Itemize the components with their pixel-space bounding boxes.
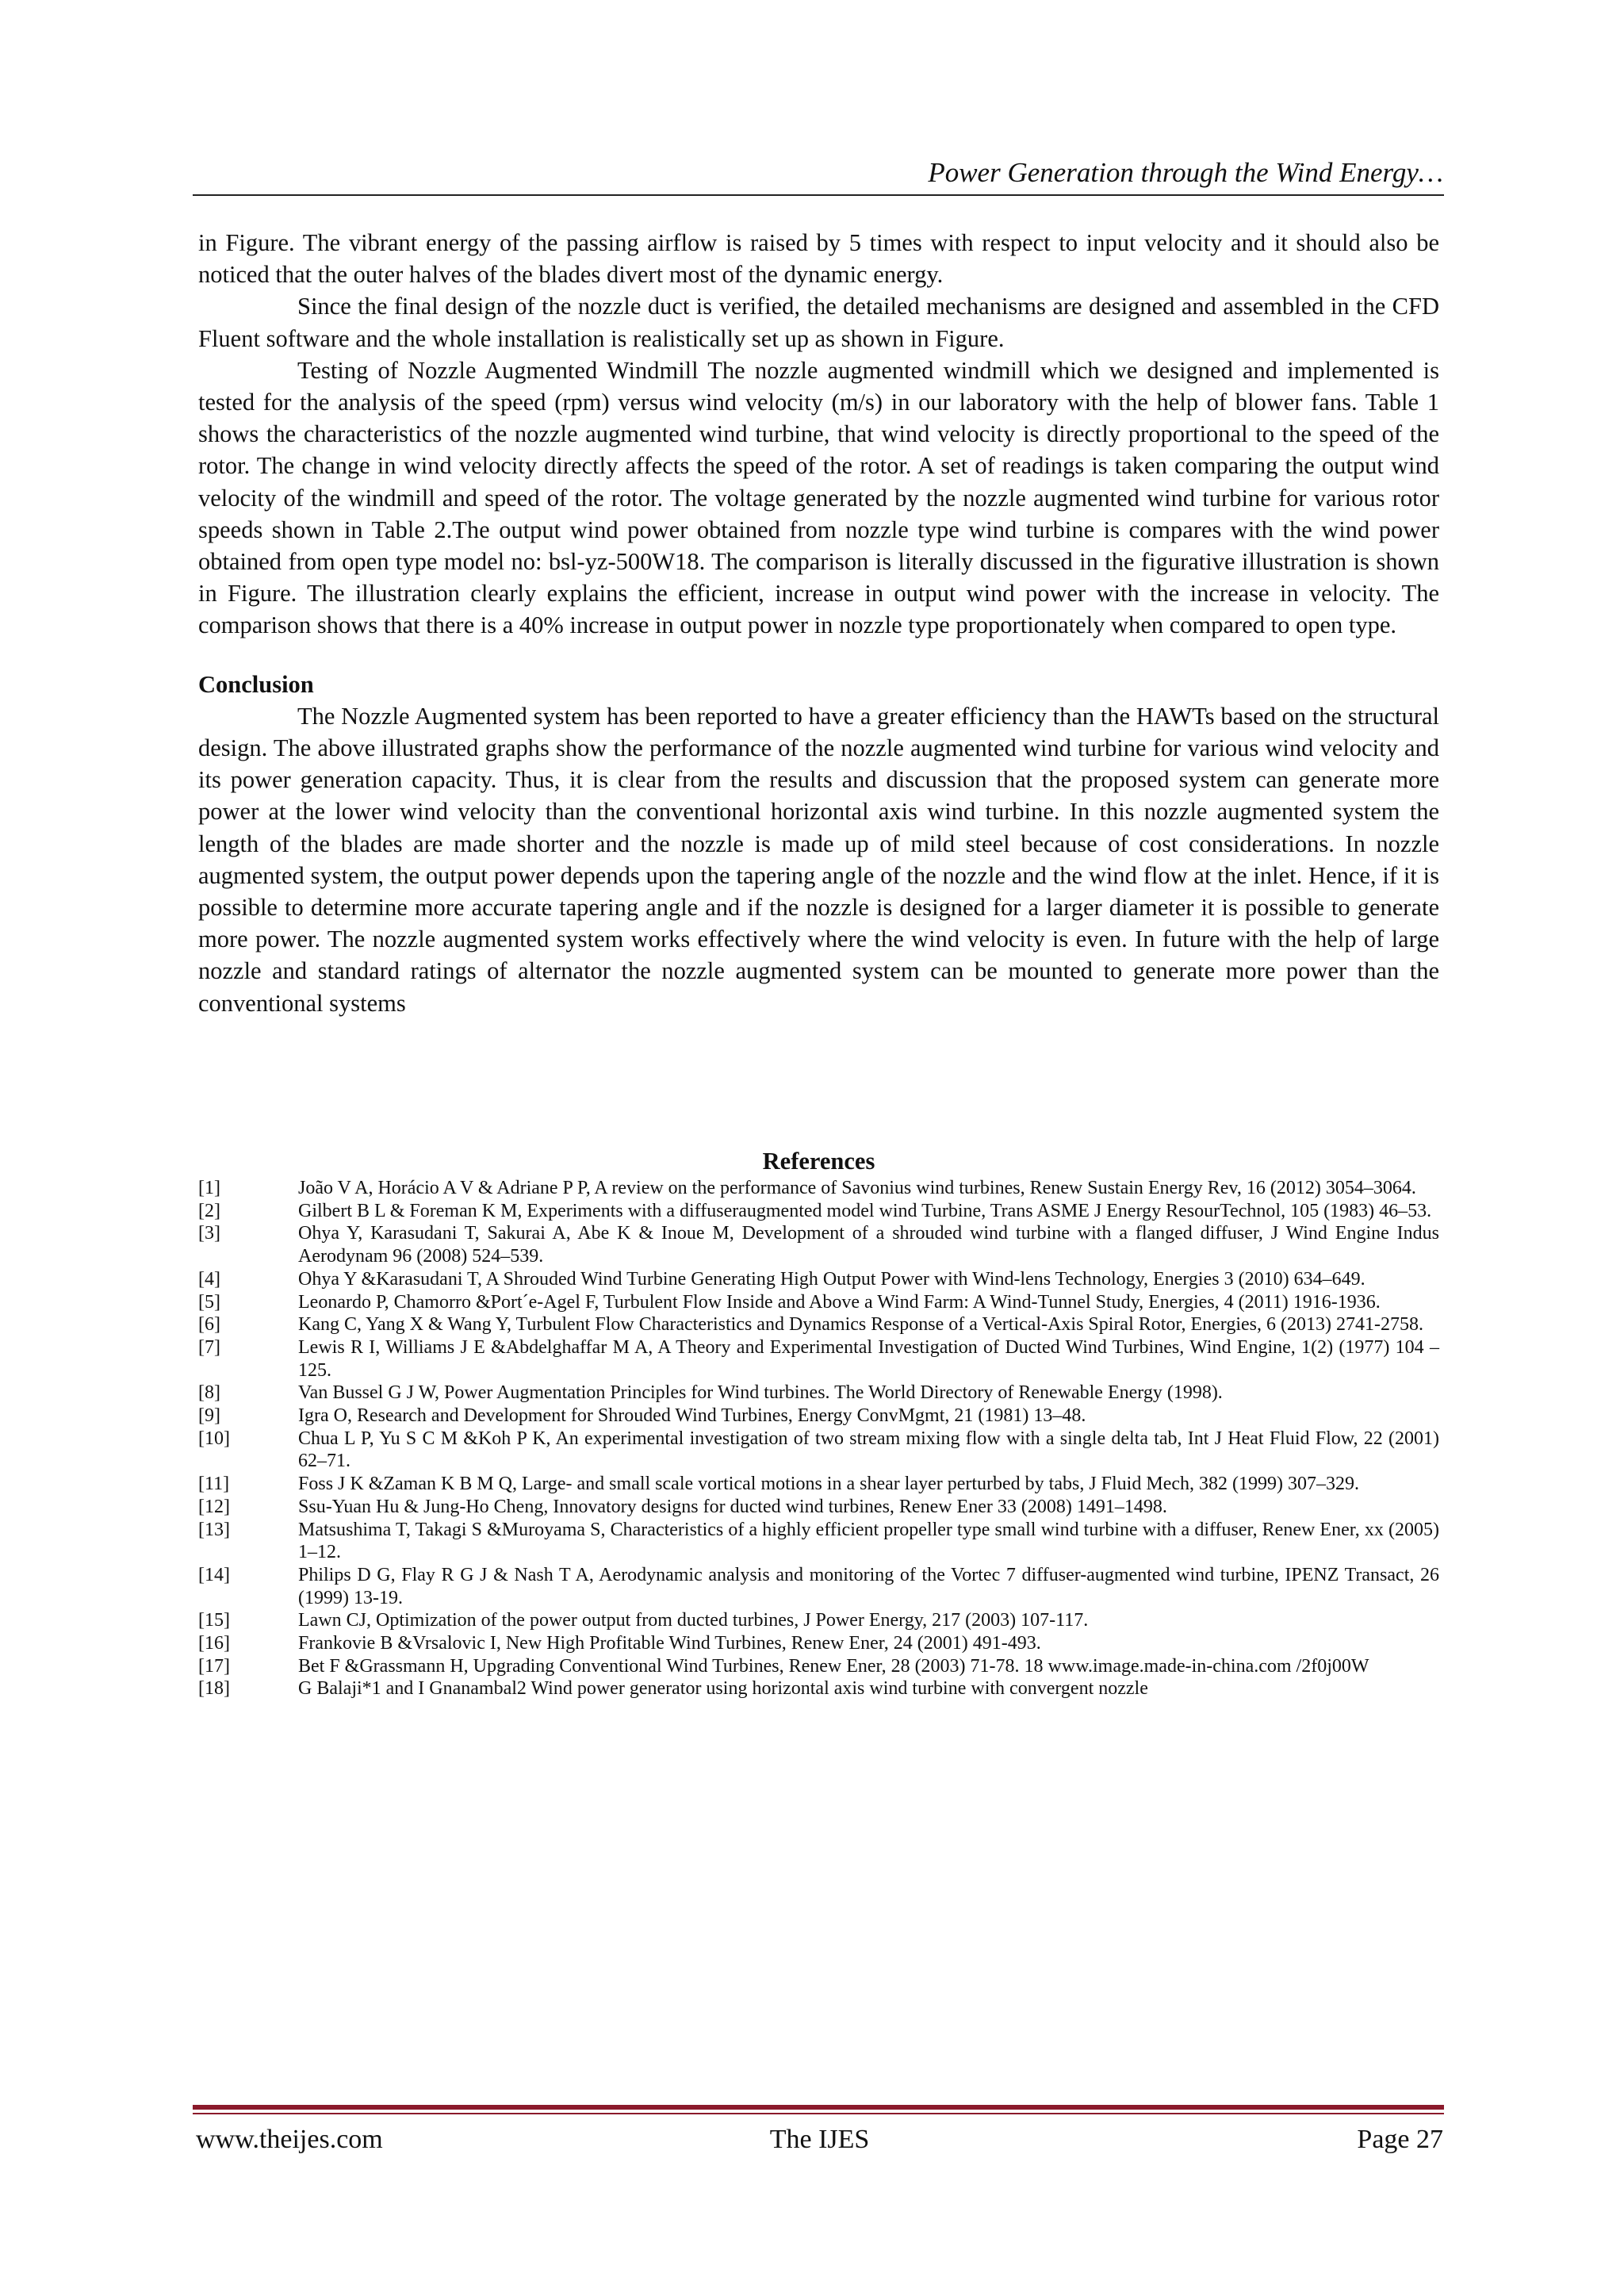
reference-text: Ohya Y &Karasudani T, A Shrouded Wind Turbine Generating High Output Power with Wind-lens Technology, Energies 3 (2010) 634–649. — [298, 1268, 1365, 1290]
reference-number: [2] — [198, 1200, 220, 1221]
reference-text: Igra O, Research and Development for Shrouded Wind Turbines, Energy ConvMgmt, 21 (1981) 13–48. — [298, 1405, 1086, 1427]
reference-text: Chua L P, Yu S C M &Koh P K, An experimental investigation of two stream mixing flow with a single delta tab, Int J Heat Fluid Flow, 22 (2001) 62–71. — [298, 1428, 1439, 1472]
body-paragraph: in Figure. The vibrant energy of the passing airflow is raised by 5 times with respect to input velocity and it should also be noticed that the outer halves of the blades divert most of the dynamic energy. — [198, 229, 1439, 289]
reference-text: Philips D G, Flay R G J & Nash T A, Aerodynamic analysis and monitoring of the Vortec 7 diffuser-augmented wind turbine, IPENZ Transact, 26 (1999) 13-19. — [298, 1564, 1439, 1608]
reference-number: [8] — [198, 1382, 220, 1404]
reference-item — [198, 1268, 1439, 1291]
footer-journal-name: The IJES — [769, 2125, 870, 2154]
reference-number: [9] — [198, 1405, 220, 1427]
reference-number: [1] — [198, 1178, 220, 1198]
conclusion-heading: Conclusion — [198, 670, 314, 698]
reference-number: [5] — [198, 1291, 220, 1313]
footer-divider-thick — [193, 2105, 1444, 2110]
page-footer — [196, 2122, 1443, 2157]
conclusion-paragraph: The Nozzle Augmented system has been reported to have a greater efficiency than the HAWTs based on the structural design. The above illustrated graphs show the performance of the nozzle augmented wind turbine for various wind velocity and its power generation capacity. Thus, it is clear from the results and discussion that the proposed system can generate more power at the lower wind velocity than the conventional horizontal axis wind turbine. In this nozzle augmented system the length of the blades are made shorter and the nozzle is made up of mild steel because of cost considerations. In nozzle augmented system, the output power depends upon the tapering angle of the nozzle and the wind flow at the inlet. Hence, if it is possible to determine more accurate tapering angle and if the nozzle is designed for a larger diameter it is possible to generate more power. The nozzle augmented system works effectively where the wind velocity is even. In future with the help of large nozzle and standard ratings of alternator the nozzle augmented system can be mounted to generate more power than the conventional systems — [198, 702, 1439, 1017]
reference-number: [3] — [198, 1223, 220, 1244]
footer-website-link[interactable]: www.theijes.com — [196, 2125, 383, 2154]
reference-item — [198, 1291, 1439, 1314]
reference-number: [15] — [198, 1610, 230, 1631]
reference-item — [198, 1609, 1439, 1632]
reference-item — [198, 1382, 1439, 1405]
reference-list — [198, 1177, 1439, 1700]
reference-number: [13] — [198, 1519, 230, 1540]
main-body — [198, 227, 1439, 1019]
reference-number: [7] — [198, 1336, 220, 1358]
reference-number: [4] — [198, 1268, 220, 1290]
reference-number: [10] — [198, 1428, 230, 1449]
reference-item — [198, 1200, 1439, 1223]
reference-item — [198, 1655, 1439, 1678]
footer-divider-thin — [193, 2113, 1444, 2114]
body-paragraph: Testing of Nozzle Augmented Windmill The nozzle augmented windmill which we designed and implemented is tested for the analysis of the speed (rpm) versus wind velocity (m/s) in our laboratory with the help of blower fans. Table 1 shows the characteristics of the nozzle augmented wind turbine, that wind velocity is directly proportional to the speed of the rotor. The change in wind velocity directly affects the speed of the rotor. A set of readings is taken comparing the output wind velocity of the windmill and speed of the rotor. The voltage generated by the nozzle augmented wind turbine for various rotor speeds shown in Table 2.The output wind power obtained from nozzle type wind turbine is compares with the wind power obtained from open type model no: bsl-yz-500W18. The comparison is literally discussed in the figurative illustration is shown in Figure. The illustration clearly explains the efficient, increase in output wind power with the increase in velocity. The comparison shows that there is a 40% increase in output power in nozzle type proportionately when compared to open type. — [198, 356, 1439, 639]
reference-text: João V A, Horácio A V & Adriane P P, A review on the performance of Savonius wind turbines, Renew Sustain Energy Rev, 16 (2012) 3054–3064. — [298, 1178, 1416, 1198]
reference-text: G Balaji*1 and I Gnanambal2 Wind power generator using horizontal axis wind turbine with convergent nozzle — [298, 1678, 1148, 1700]
reference-item — [198, 1496, 1439, 1519]
reference-item — [198, 1222, 1439, 1267]
reference-number: [14] — [198, 1564, 230, 1585]
reference-text: Ohya Y, Karasudani T, Sakurai A, Abe K & Inoue M, Development of a shrouded wind turbine with a flanged diffuser, J Wind Engine Indus Aerodynam 96 (2008) 524–539. — [298, 1223, 1439, 1267]
reference-number: [16] — [198, 1633, 230, 1654]
reference-item — [198, 1519, 1439, 1564]
reference-item — [198, 1336, 1439, 1382]
reference-number: [11] — [198, 1474, 230, 1495]
reference-text: Matsushima T, Takagi S &Muroyama S, Characteristics of a highly efficient propeller type small wind turbine with a diffuser, Renew Ener, xx (2005) 1–12. — [298, 1519, 1439, 1563]
reference-number: [18] — [198, 1678, 230, 1700]
header-divider — [193, 194, 1444, 196]
reference-item — [198, 1564, 1439, 1609]
reference-text: Lewis R I, Williams J E &Abdelghaffar M A, A Theory and Experimental Investigation of Ducted Wind Turbines, Wind Engine, 1(2) (1977) 104 – 125. — [298, 1336, 1439, 1381]
footer-page-number: Page 27 — [1357, 2125, 1443, 2154]
reference-item — [198, 1428, 1439, 1473]
reference-item — [198, 1677, 1439, 1700]
reference-text: Leonardo P, Chamorro &Port´e-Agel F, Turbulent Flow Inside and Above a Wind Farm: A Wind-Tunnel Study, Energies, 4 (2011) 1916-1936. — [298, 1291, 1381, 1313]
reference-text: Lawn CJ, Optimization of the power output from ducted turbines, J Power Energy, 217 (2003) 107-117. — [298, 1610, 1089, 1631]
reference-text: Foss J K &Zaman K B M Q, Large- and small scale vortical motions in a shear layer perturbed by tabs, J Fluid Mech, 382 (1999) 307–329. — [298, 1474, 1359, 1495]
reference-text: Van Bussel G J W, Power Augmentation Principles for Wind turbines. The World Directory of Renewable Energy (1998). — [298, 1382, 1223, 1404]
reference-item — [198, 1473, 1439, 1496]
running-header-title: Power Generation through the Wind Energy… — [928, 157, 1443, 188]
reference-text: Ssu-Yuan Hu & Jung-Ho Cheng, Innovatory designs for ducted wind turbines, Renew Ener 33 (2008) 1491–1498. — [298, 1496, 1167, 1517]
reference-text: Kang C, Yang X & Wang Y, Turbulent Flow Characteristics and Dynamics Response of a Vertical-Axis Spiral Rotor, Energies, 6 (2013) 2741-2758. — [298, 1314, 1423, 1336]
reference-text: Frankovie B &Vrsalovic I, New High Profitable Wind Turbines, Renew Ener, 24 (2001) 491-493. — [298, 1633, 1041, 1654]
body-paragraph: Since the final design of the nozzle duct is verified, the detailed mechanisms are designed and assembled in the CFD Fluent software and the whole installation is realistically set up as shown in Figure. — [198, 293, 1439, 352]
references-section — [198, 1147, 1439, 1700]
reference-text: Bet F &Grassmann H, Upgrading Conventional Wind Turbines, Renew Ener, 28 (2003) 71-78. 18 www.image.made-in-china.com /2f0j00W — [298, 1655, 1369, 1677]
reference-item — [198, 1632, 1439, 1655]
reference-number: [17] — [198, 1655, 230, 1677]
reference-item — [198, 1405, 1439, 1428]
reference-item — [198, 1177, 1439, 1200]
reference-item — [198, 1313, 1439, 1336]
references-heading: References — [762, 1148, 875, 1175]
reference-text: Gilbert B L & Foreman K M, Experiments with a diffuseraugmented model wind Turbine, Trans ASME J Energy ResourTechnol, 105 (1983) 46–53. — [298, 1200, 1432, 1221]
reference-number: [12] — [198, 1496, 230, 1517]
reference-number: [6] — [198, 1314, 220, 1336]
